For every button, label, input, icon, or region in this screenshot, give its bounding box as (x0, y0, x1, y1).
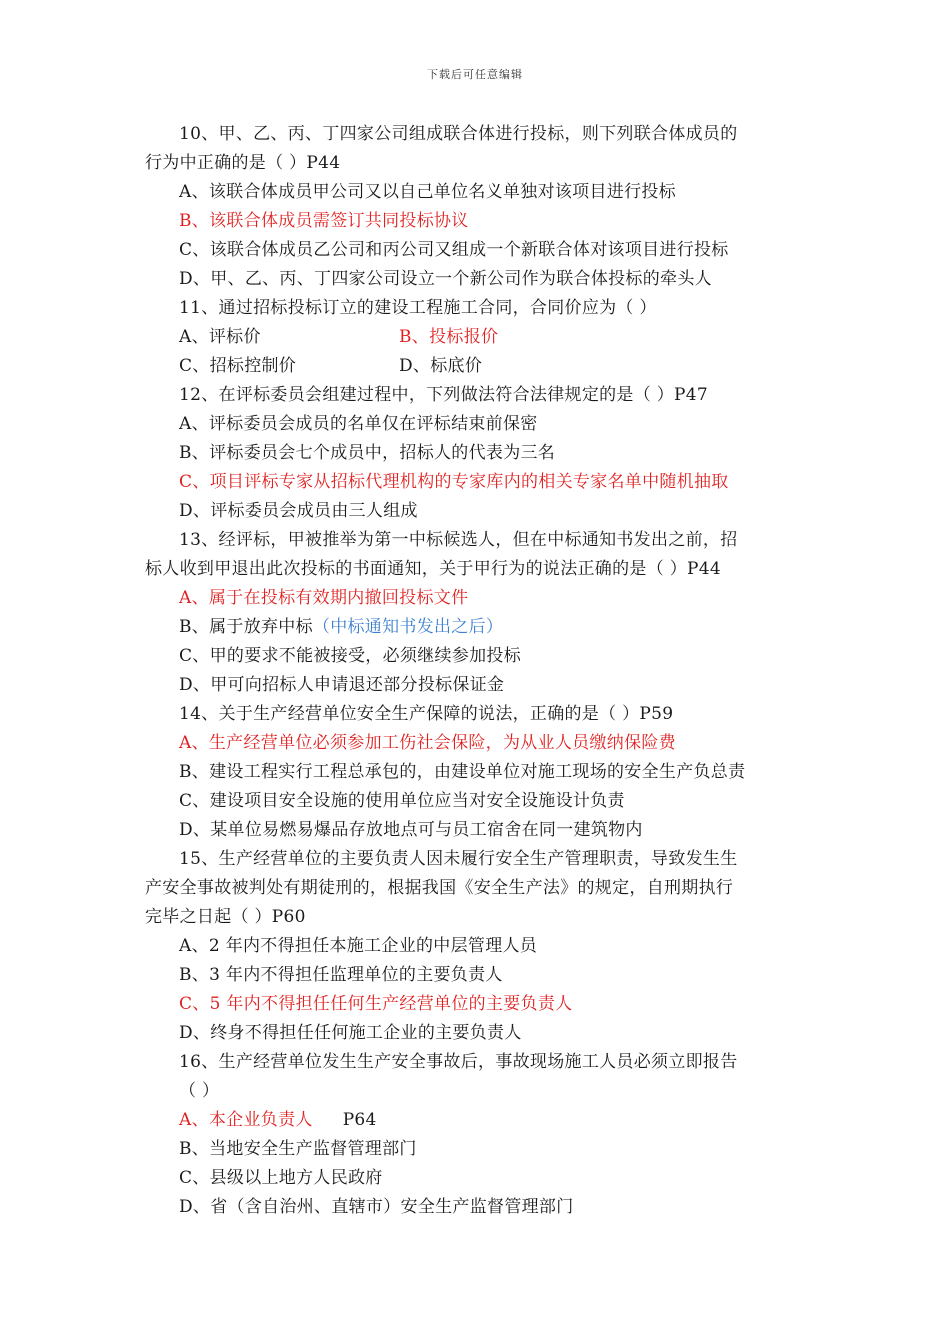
q16-stem-line1: 16、生产经营单位发生生产安全事故后，事故现场施工人员必须立即报告 (179, 1052, 738, 1072)
q13-option-c: C、甲的要求不能被接受，必须继续参加投标 (179, 646, 522, 666)
q10-option-d: D、甲、乙、丙、丁四家公司设立一个新公司作为联合体投标的牵头人 (179, 269, 712, 289)
q10-option-a: A、该联合体成员甲公司又以自己单位名义单独对该项目进行投标 (179, 182, 676, 202)
q16-option-c: C、县级以上地方人民政府 (179, 1168, 383, 1188)
page-header: 下载后可任意编辑 (427, 68, 523, 81)
q10-stem-line1: 10、甲、乙、丙、丁四家公司组成联合体进行投标，则下列联合体成员的 (179, 124, 738, 144)
q13-stem-line2: 标人收到甲退出此次投标的书面通知，关于甲行为的说法正确的是（ ）P44 (145, 559, 721, 579)
q16-stem-line2: （ ） (179, 1081, 220, 1101)
q16-option-a-answer: A、本企业负责人 (179, 1110, 313, 1130)
q15-option-d: D、终身不得担任任何施工企业的主要负责人 (179, 1023, 522, 1043)
q14-option-d: D、某单位易燃易爆品存放地点可与员工宿舍在同一建筑物内 (179, 820, 643, 840)
q12-option-d: D、评标委员会成员由三人组成 (179, 501, 418, 521)
q10-option-c: C、该联合体成员乙公司和丙公司又组成一个新联合体对该项目进行投标 (179, 240, 729, 260)
q14-option-c: C、建设项目安全设施的使用单位应当对安全设施设计负责 (179, 791, 625, 811)
q16-option-a (145, 1106, 805, 1135)
q13-option-a-answer: A、属于在投标有效期内撤回投标文件 (179, 588, 469, 608)
q13-option-d: D、甲可向招标人申请退还部分投标保证金 (179, 675, 505, 695)
q13-option-b (145, 613, 805, 642)
q15-stem-line3: 完毕之日起（ ）P60 (145, 907, 306, 927)
q16-option-b: B、当地安全生产监督管理部门 (179, 1139, 417, 1159)
q15-option-b: B、3 年内不得担任监理单位的主要负责人 (179, 965, 503, 985)
q11-option-c: C、招标控制价 (179, 356, 297, 376)
q11-options-row1 (145, 323, 805, 352)
q10-option-b-answer: B、该联合体成员需签订共同投标协议 (179, 211, 469, 231)
q14-option-a-answer: A、生产经营单位必须参加工伤社会保险，为从业人员缴纳保险费 (179, 733, 676, 753)
question-list (145, 120, 805, 1222)
q14-option-b: B、建设工程实行工程总承包的，由建设单位对施工现场的安全生产负总责 (179, 762, 746, 782)
q10-stem-line2: 行为中正确的是（ ）P44 (145, 153, 341, 173)
q14-stem: 14、关于生产经营单位安全生产保障的说法，正确的是（ ）P59 (179, 704, 674, 724)
q11-options-row2 (145, 352, 805, 381)
q11-option-d: D、标底价 (399, 356, 483, 376)
q12-stem: 12、在评标委员会组建过程中，下列做法符合法律规定的是（ ）P47 (179, 385, 709, 405)
q12-option-c-answer: C、项目评标专家从招标代理机构的专家库内的相关专家名单中随机抽取 (179, 472, 729, 492)
q15-option-a: A、2 年内不得担任本施工企业的中层管理人员 (179, 936, 538, 956)
q15-stem-line1: 15、生产经营单位的主要负责人因未履行安全生产管理职责，导致发生生 (179, 849, 738, 869)
q16-page-ref: P64 (342, 1110, 377, 1130)
q16-option-d: D、省（含自治州、直辖市）安全生产监督管理部门 (179, 1197, 574, 1217)
q15-stem-line2: 产安全事故被判处有期徒刑的，根据我国《安全生产法》的规定，自刑期执行 (145, 878, 734, 898)
q11-option-b-answer: B、投标报价 (399, 327, 499, 347)
q13-option-b-note: （中标通知书发出之后） (312, 617, 504, 637)
q11-option-a: A、评标价 (179, 327, 261, 347)
q13-option-b-text: B、属于放弃中标 (179, 617, 313, 637)
q11-stem: 11、通过招标投标订立的建设工程施工合同，合同价应为（ ） (179, 298, 657, 318)
q12-option-a: A、评标委员会成员的名单仅在评标结束前保密 (179, 414, 538, 434)
q12-option-b: B、评标委员会七个成员中，招标人的代表为三名 (179, 443, 556, 463)
q13-stem-line1: 13、经评标，甲被推举为第一中标候选人，但在中标通知书发出之前，招 (179, 530, 738, 550)
q15-option-c-answer: C、5 年内不得担任任何生产经营单位的主要负责人 (179, 994, 573, 1014)
